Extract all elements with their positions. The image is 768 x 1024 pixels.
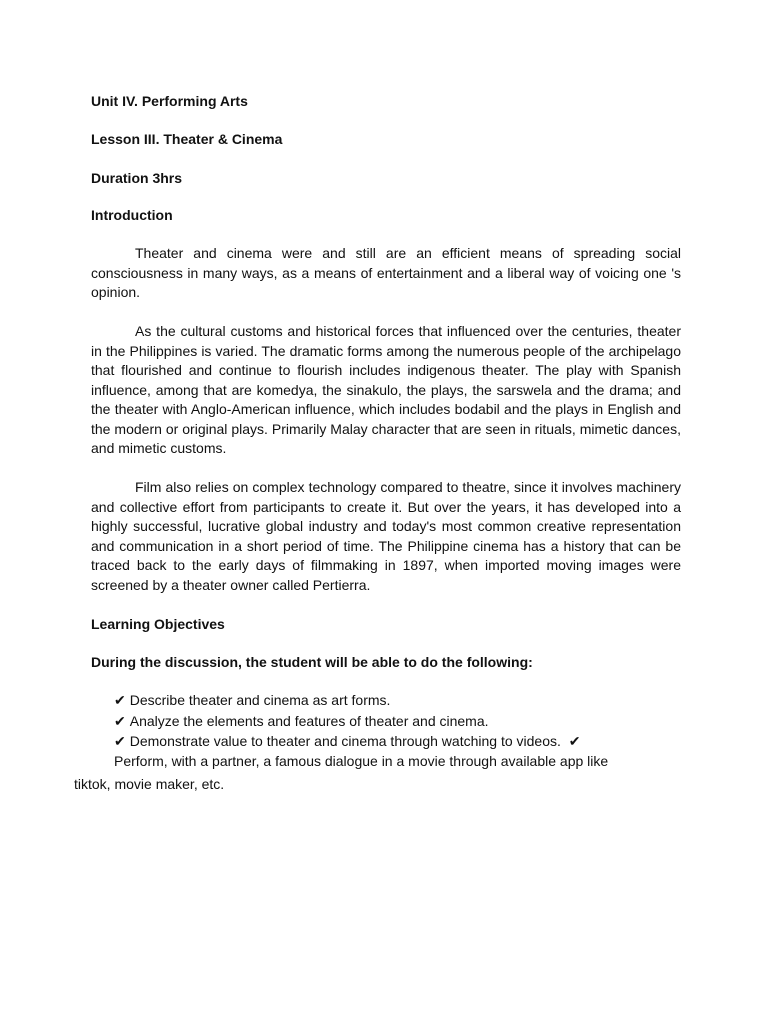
checkmark-icon: ✔ xyxy=(114,733,126,749)
checkmark-icon: ✔ xyxy=(114,692,126,708)
intro-paragraph-2: As the cultural customs and historical forces that influenced over the centuries, theater in the Philippines is varied. The dramatic forms among the numerous people of the archipelago that flourished and continue to flourish includes indigenous theater. The play with Spanish influence, among that are komedya, the sinakulo, the plays, the sarswela and the drama; and the theater with Anglo-American influence, which includes bodabil and the plays in English and the modern or original plays. Primarily Malay character that are seen in rituals, mimetic dances, and mimetic customs. xyxy=(91,323,681,456)
objective-item-3 xyxy=(114,732,585,750)
objective-item-1 xyxy=(114,691,390,709)
learning-objectives-heading: Learning Objectives xyxy=(91,616,225,632)
objective-item-2 xyxy=(114,712,489,730)
lesson-title: Lesson III. Theater & Cinema xyxy=(91,131,283,147)
checkmark-icon: ✔ xyxy=(114,713,126,729)
intro-paragraph-1: Theater and cinema were and still are an efficient means of spreading social consciousness in many ways, as a means of entertainment and a liberal way of voicing one 's opinion. xyxy=(91,245,681,300)
introduction-heading: Introduction xyxy=(91,207,173,223)
checkmark-icon: ✔ xyxy=(568,733,581,749)
unit-title: Unit IV. Performing Arts xyxy=(91,93,248,109)
objective-text: Demonstrate value to theater and cinema through watching to videos. xyxy=(129,733,561,749)
objective-text: Describe theater and cinema as art forms. xyxy=(129,692,391,708)
objective-text: Analyze the elements and features of theater and cinema. xyxy=(129,713,489,729)
objective-item-4: Perform, with a partner, a famous dialogue in a movie through available app like xyxy=(114,753,609,769)
duration-label: Duration 3hrs xyxy=(91,170,183,186)
objectives-intro: During the discussion, the student will be able to do the following: xyxy=(91,654,533,670)
objective-item-4-continuation: tiktok, movie maker, etc. xyxy=(74,776,225,792)
intro-paragraph-3: Film also relies on complex technology compared to theatre, since it involves machinery and collective effort from participants to create it. But over the years, it has developed into a highly successful, lucrative global industry and today's most common creative representation and communication in a short period of time. The Philippine cinema has a history that can be traced back to the early days of filmmaking in 1897, when imported moving images were screened by a theater owner called Pertierra. xyxy=(91,479,681,593)
